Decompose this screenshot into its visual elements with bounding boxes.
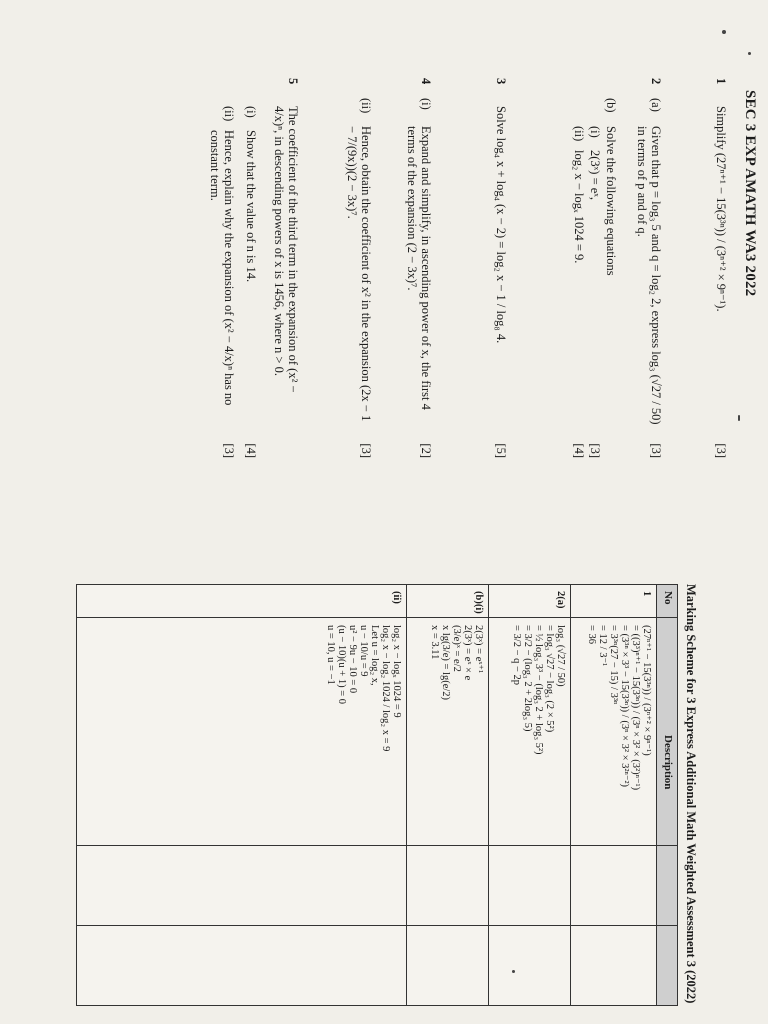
question-text: Solve the following equations [604,126,618,276]
row-divider [406,585,407,1005]
question-text: Expand and simplify, in ascending power of x, the first 4 terms of the expansion (2 − 3x)⁷. [405,126,433,410]
working-line: Let u = log₂ x, [369,625,380,686]
working-line: u² − 9u − 10 = 0 [347,625,358,694]
question-part: (ii) [222,106,236,122]
question-text: 2(3ˣ) = eˣ, [588,150,602,201]
question-marks: [5] [494,443,508,458]
question-number: 1 [714,78,728,85]
question-marks: [3] [649,443,663,458]
working-line: x lg(3/e) = lg(e/2) [440,625,451,701]
question-number: 4 [419,78,433,85]
question-text: Show that the value of n is 14. [244,130,258,283]
header-no: No [662,591,674,605]
marking-scheme [68,584,698,1004]
working-line: = 3/2 − q − 2p [511,625,522,686]
row-description [511,625,566,775]
row-number: 1 [641,591,652,597]
working-line: u − 10/u = 9 [358,625,369,677]
question-part: (i) [244,106,258,118]
question-text: Hence, obtain the coefficient of x² in the expansion (2x − 1 − 7/(9x))(2 − 3x)⁷. [345,126,373,422]
working-line: = 36 [586,625,597,645]
row-description [429,625,484,775]
scan-speck [512,970,515,973]
question-part: (ii) [359,98,373,114]
table-header [656,585,677,1005]
question-part: (a) [649,98,663,112]
question-part: (i) [419,98,433,110]
table-row [305,585,405,1005]
scan-speck [748,52,751,55]
working-line: log₃ (√27 / 50) [555,625,566,687]
question-text: Simplify (27ⁿ⁺¹ − 15(3³ⁿ)) / (3ⁿ⁺² × 9ⁿ⁻¹). [714,106,728,312]
working-line: 2(3ˣ) = eˣ × e [462,625,473,681]
question-marks: [3] [222,443,236,458]
working-line: u = 10, u = −1 [325,625,336,685]
working-line: (u − 10)(u + 1) = 0 [336,625,347,705]
question-text: Solve log₄ x + log₄ (x − 2) = log₂ x − 1 / log₈ 4. [494,106,508,344]
question-number: 3 [494,78,508,85]
working-line: 2(3ˣ) = eˣ⁺¹ [473,625,484,674]
working-line: log₂ x − logₓ 1024 = 9 [391,625,402,718]
header-description: Description [662,735,674,790]
scan-speck [722,30,726,34]
question-text: The coefficient of the third term in the expansion of (x² − 4/x)ⁿ, in descending powers of x is 1456, where n > 0. [272,106,300,393]
row-description [586,625,652,791]
working-line: = (3³ⁿ × 3³ − 15(3³ⁿ)) / (3ⁿ × 3² × 3²ⁿ⁻²) [619,625,630,788]
question-text: log₂ x − logₓ 1024 = 9. [572,150,586,264]
working-line: = log₃ √27 − log₃ (2 × 5²) [544,625,555,733]
working-line: log₂ x − log₂ 1024 / log₂ x = 9 [380,625,391,752]
table-row [489,585,569,1005]
table-row [571,585,655,1005]
paper-title: SEC 3 EXP AMATH WA3 2022 [742,90,758,297]
row-description [325,625,402,775]
row-divider [488,585,489,1005]
question-text: Hence, explain why the expansion of (x² − 4/x)ⁿ has no constant term. [208,130,236,406]
question-number: 2 [649,78,663,85]
working-line: x = 3.11 [429,625,440,660]
working-line: (27ⁿ⁺¹ − 15(3³ⁿ)) / (3ⁿ⁺² × 9ⁿ⁻¹) [641,625,652,756]
question-part: (i) [588,126,602,138]
question-text: Given that p = log₃ 5 and q = log₂ 2, express log₃ (√27 / 50) in terms of p and of q. [635,126,663,425]
scan-speck [738,415,740,421]
question-marks: [4] [244,443,258,458]
working-line: = ½ log₃ 3³ − (log₃ 2 + log₃ 5²) [533,625,544,755]
question-marks: [4] [572,443,586,458]
working-line: = 12 / 3⁻¹ [597,625,608,667]
question-number: 5 [286,78,300,85]
working-line: (3/e)ˣ = e/2 [451,625,462,672]
question-part: (b) [604,98,618,113]
marking-scheme-table [76,584,678,1006]
question-paper [128,78,758,478]
row-number: (b)(i) [473,591,484,614]
question-marks: [3] [588,443,602,458]
working-line: = ((3³)ⁿ⁺¹ − 15(3³ⁿ)) / (3ⁿ × 3² × (3²)ⁿ⁻¹) [630,625,641,791]
question-part: (ii) [572,126,586,142]
row-number: 2(a) [555,591,566,609]
working-line: = 3/2 − (log₃ 2 + 2log₃ 5) [522,625,533,732]
working-line: = 3³ⁿ(27 − 15) / 3³ⁿ [608,625,619,705]
row-number: (ii) [391,591,402,604]
row-divider [570,585,571,1005]
question-marks: [2] [419,443,433,458]
table-row [407,585,487,1005]
question-marks: [3] [359,443,373,458]
marking-scheme-title: Marking Scheme for 3 Express Additional Math Weighted Assessment 3 (2022) [684,584,698,1004]
question-marks: [3] [714,443,728,458]
